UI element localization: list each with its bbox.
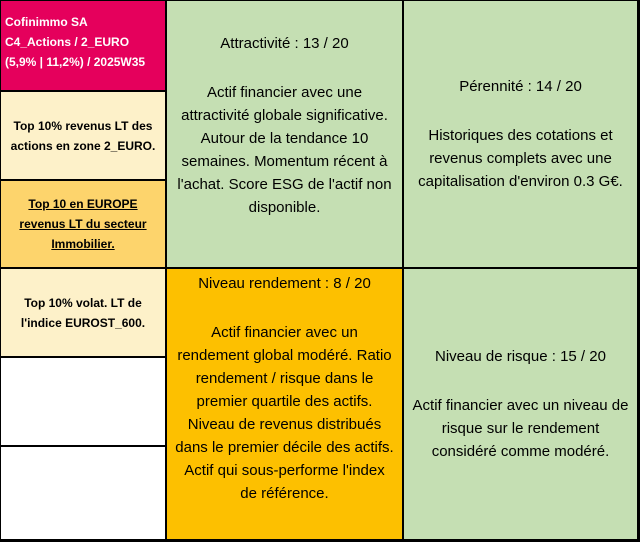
- risque-body: Actif financier avec un niveau de risque sur le rendement considéré comme modéré.: [412, 397, 629, 460]
- perennite-panel: [404, 1, 639, 269]
- empty-cell-2: [1, 447, 167, 541]
- risque-panel: [404, 269, 639, 541]
- perennite-body: Historiques des cotations et revenus complets avec une capitalisation d'environ 0.3 G€.: [418, 127, 623, 190]
- asset-classification: C4_Actions / 2_EURO: [5, 35, 130, 49]
- tag-volatilite: Top 10% volat. LT de l'indice EUROST_600.: [20, 295, 146, 330]
- risque-title: Niveau de risque : 15 / 20: [435, 348, 606, 365]
- rendement-panel: [167, 269, 404, 541]
- tag-revenus-zone: Top 10% revenus LT des actions en zone 2_EURO.: [10, 118, 156, 153]
- perennite-title: Pérennité : 14 / 20: [459, 78, 582, 95]
- attractivite-title: Attractivité : 13 / 20: [220, 35, 349, 52]
- tag-europe-immobilier: Top 10 en EUROPE revenus LT du secteur Immobilier.: [19, 197, 147, 251]
- tag-cell-europe-immobilier: [1, 181, 167, 269]
- rendement-body: Actif financier avec un rendement global modéré. Ratio rendement / risque dans le premier quartile des actifs. Niveau de revenus distribués dans le premier décile des actifs. Actif qui sous-performe l'index de référence.: [175, 324, 394, 502]
- rendement-title: Niveau rendement : 8 / 20: [198, 275, 371, 292]
- tag-cell-volatilite: [1, 269, 167, 358]
- asset-header-cell: [1, 1, 167, 92]
- attractivite-body: Actif financier avec une attractivité globale significative. Autour de la tendance 10 semaines. Momentum récent à l'achat. Score ESG de l'actif non disponible.: [177, 84, 392, 216]
- attractivite-panel: [167, 1, 404, 269]
- asset-metrics: (5,9% | 11,2%) / 2025W35: [5, 55, 146, 69]
- company-name: Cofinimmo SA: [5, 15, 88, 29]
- empty-cell-1: [1, 358, 167, 447]
- tag-cell-revenus-zone: [1, 92, 167, 181]
